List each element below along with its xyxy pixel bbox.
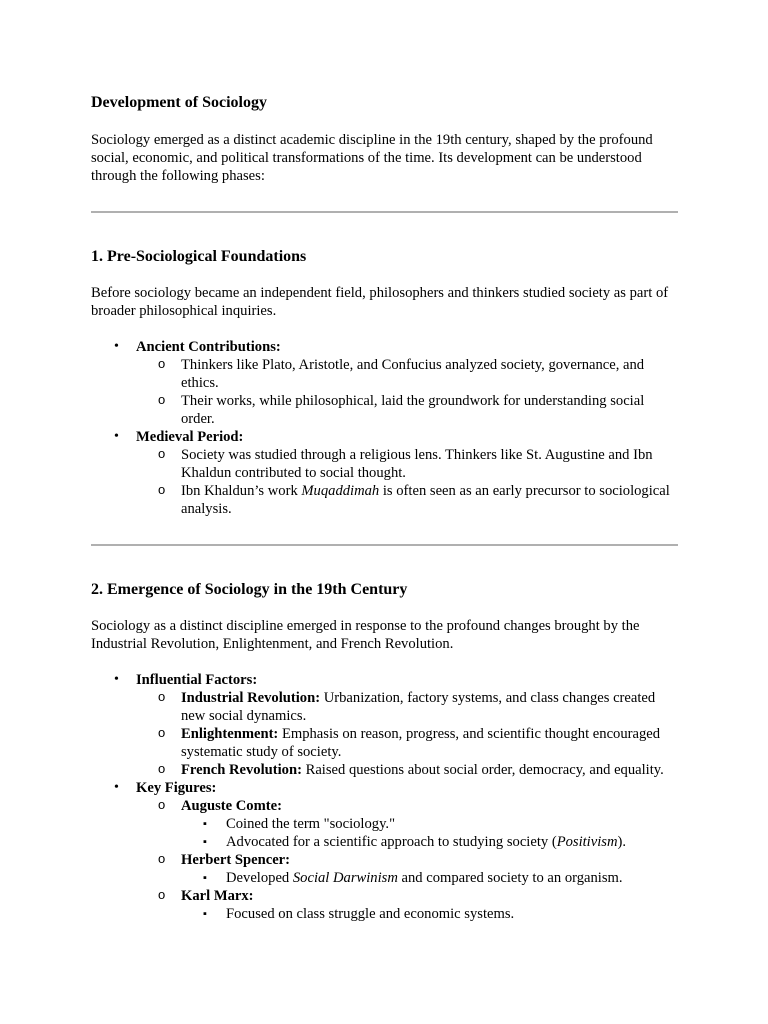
list-item bbox=[136, 428, 678, 518]
list-item bbox=[181, 482, 678, 518]
document-title: Development of Sociology bbox=[91, 94, 267, 111]
list-item bbox=[136, 338, 678, 428]
section-2-paragraph: Sociology as a distinct discipline emerged in response to the profound changes brought by the Industrial Revolution, Enlightenment, and French Revolution. bbox=[91, 618, 640, 652]
list-item bbox=[181, 689, 678, 725]
marx-sublist bbox=[181, 905, 678, 923]
marx-label: Karl Marx: bbox=[181, 888, 254, 904]
section-1-list bbox=[91, 338, 678, 518]
text-run: Urbanization, factory systems, and class changes created new social dynamics. bbox=[181, 690, 656, 724]
section-1-paragraph: Before sociology became an independent field, philosophers and thinkers studied society as part of broader philosophical inquiries. bbox=[91, 285, 669, 319]
list-item: o Society was studied through a religious lens. Thinkers like St. Augustine and Ibn Khaldun contributed to social thought. bbox=[181, 446, 678, 482]
comte-sublist bbox=[181, 815, 678, 851]
list-item bbox=[226, 869, 678, 887]
list-item: ▪ Focused on class struggle and economic systems. bbox=[226, 905, 678, 923]
list-item: o Their works, while philosophical, laid the groundwork for understanding social order. bbox=[181, 392, 678, 428]
list-item bbox=[226, 833, 678, 851]
medieval-sublist bbox=[136, 446, 678, 518]
list-item: ▪ Coined the term "sociology." bbox=[226, 815, 678, 833]
spencer-label: Herbert Spencer: bbox=[181, 852, 291, 868]
intro-paragraph: Sociology emerged as a distinct academic discipline in the 19th century, shaped by the profound social, economic, and political transformations of the time. Its development can be understood through the following phases: bbox=[91, 132, 653, 184]
text-run: Ibn Khaldun’s work bbox=[181, 483, 302, 499]
book-title: Muqaddimah bbox=[301, 483, 380, 499]
french-revolution-label: French Revolution: bbox=[181, 762, 302, 778]
emphasis-text: Social Darwinism bbox=[292, 870, 398, 886]
comte-label: Auguste Comte: bbox=[181, 798, 282, 814]
text-run: Developed bbox=[226, 870, 293, 886]
list-item bbox=[181, 887, 678, 923]
enlightenment-label: Enlightenment: bbox=[181, 726, 279, 742]
text-run: Raised questions about social order, democracy, and equality. bbox=[301, 762, 664, 778]
list-item bbox=[136, 779, 678, 923]
influential-factors-label: Influential Factors: bbox=[136, 672, 258, 688]
industrial-revolution-label: Industrial Revolution: bbox=[181, 690, 321, 706]
text-run: ). bbox=[617, 834, 627, 850]
section-2-list bbox=[91, 671, 678, 923]
text-run: Emphasis on reason, progress, and scientific thought encouraged systematic study of society. bbox=[181, 726, 661, 760]
list-item bbox=[181, 797, 678, 851]
list-item bbox=[136, 671, 678, 779]
section-2-heading: 2. Emergence of Sociology in the 19th Century bbox=[91, 581, 408, 598]
text-run: is often seen as an early precursor to sociological analysis. bbox=[181, 483, 670, 517]
section-divider bbox=[91, 211, 678, 213]
text-run: and compared society to an organism. bbox=[397, 870, 623, 886]
text-run: Advocated for a scientific approach to studying society ( bbox=[226, 834, 557, 850]
section-divider bbox=[91, 544, 678, 546]
list-item bbox=[181, 725, 678, 761]
list-item bbox=[181, 851, 678, 887]
list-item: o Thinkers like Plato, Aristotle, and Confucius analyzed society, governance, and ethics. bbox=[181, 356, 678, 392]
figures-sublist bbox=[136, 797, 678, 923]
factors-sublist bbox=[136, 689, 678, 779]
key-figures-label: Key Figures: bbox=[136, 780, 217, 796]
emphasis-text: Positivism bbox=[556, 834, 618, 850]
ancient-sublist bbox=[136, 356, 678, 428]
list-item bbox=[181, 761, 678, 779]
ancient-contributions-label: Ancient Contributions: bbox=[136, 339, 281, 355]
spencer-sublist bbox=[181, 869, 678, 887]
section-1-heading: 1. Pre-Sociological Foundations bbox=[91, 248, 307, 265]
medieval-period-label: Medieval Period: bbox=[136, 429, 244, 445]
